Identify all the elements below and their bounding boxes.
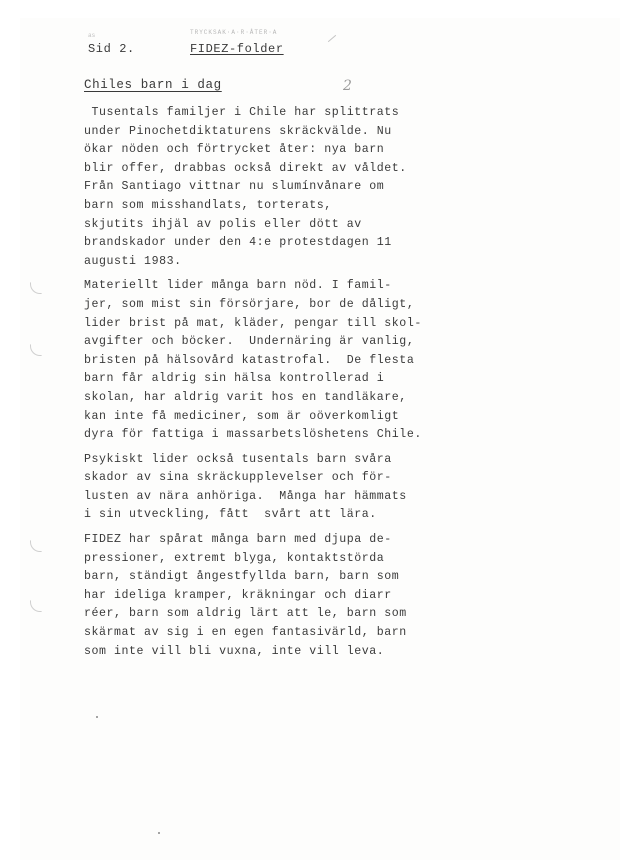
faint-corner-mark: as: [88, 32, 96, 39]
text-line: lider brist på mat, kläder, pengar till skol-: [84, 316, 422, 330]
text-line: skjutits ihjäl av polis eller dött av: [84, 217, 362, 231]
faint-top-note: TRYCKSAK·A·R·ÅTER·A: [190, 29, 278, 36]
text-line: brandskador under den 4:e protestdagen 11: [84, 236, 392, 250]
text-line: réer, barn som aldrig lärt att le, barn som: [84, 607, 407, 621]
text-line: skador av sina skräckupplevelser och för-: [84, 471, 392, 485]
text-line: blir offer, drabbas också direkt av våldet.: [84, 161, 407, 175]
text-line: skärmat av sig i en egen fantasivärld, barn: [84, 626, 407, 640]
text-line: som inte vill bli vuxna, inte vill leva.: [84, 644, 385, 658]
text-line: pressioner, extremt blyga, kontaktstörda: [84, 551, 385, 565]
text-line: avgifter och böcker. Undernäring är vanlig,: [84, 335, 415, 349]
text-line: bristen på hälsovård katastrofal. De flesta: [84, 353, 415, 367]
page-title: Chiles barn i dag: [84, 78, 222, 92]
page-header: [88, 42, 284, 56]
text-line: Psykiskt lider också tusentals barn svåra: [84, 452, 392, 466]
paragraph: [84, 531, 424, 661]
document-label: FIDEZ-folder: [190, 42, 284, 56]
text-line: i sin utveckling, fått svårt att lära.: [84, 508, 377, 522]
body-text: [84, 104, 424, 667]
text-line: augusti 1983.: [84, 254, 182, 268]
text-line: Materiellt lider många barn nöd. I famil-: [84, 279, 392, 293]
text-line: dyra för fattiga i massarbetslöshetens Chile.: [84, 428, 422, 442]
paragraph: [84, 451, 424, 525]
text-line: kan inte få mediciner, som är oöverkomligt: [84, 409, 400, 423]
text-line: ökar nöden och förtrycket åter: nya barn: [84, 143, 385, 157]
text-line: lusten av nära anhöriga. Många har hämmats: [84, 489, 407, 503]
handwritten-page-mark: 2: [343, 78, 352, 94]
text-line: barn, ständigt ångestfyllda barn, barn som: [84, 570, 400, 584]
text-line: Tusentals familjer i Chile har splittrats: [84, 106, 400, 119]
text-line: skolan, har aldrig varit hos en tandläkare,: [84, 390, 407, 404]
text-line: barn som misshandlats, torterats,: [84, 198, 340, 212]
page-number: Sid 2.: [88, 42, 135, 56]
stray-dot: [96, 716, 98, 718]
text-line: Från Santiago vittnar nu slumínvånare om: [84, 180, 385, 194]
paragraph: [84, 277, 424, 444]
text-line: FIDEZ har spårat många barn med djupa de-: [84, 533, 392, 547]
text-line: jer, som mist sin försörjare, bor de dåligt,: [84, 297, 415, 311]
paragraph: [84, 104, 424, 271]
stray-dot: [158, 832, 160, 834]
text-line: under Pinochetdiktaturens skräckvälde. Nu: [84, 124, 392, 138]
text-line: har ideliga kramper, kräkningar och diarr: [84, 588, 392, 602]
text-line: barn får aldrig sin hälsa kontrollerad i: [84, 372, 385, 386]
